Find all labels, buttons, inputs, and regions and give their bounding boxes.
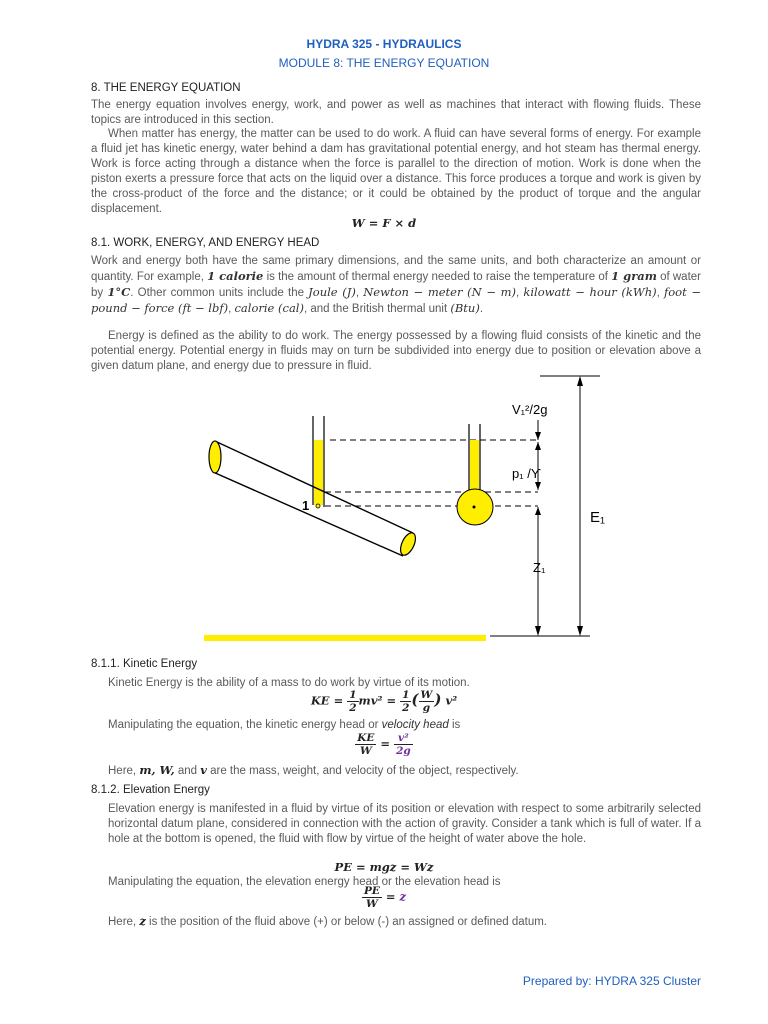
elevation-datum-note: Here, z is the position of the fluid above (+) or below (-) an assigned or defined datum.	[108, 914, 547, 928]
kinetic-energy-heading: 8.1.1. Kinetic Energy	[91, 658, 198, 670]
elevation-energy-heading: 8.1.2. Elevation Energy	[91, 784, 210, 796]
kinetic-energy-definition: Kinetic Energy is the ability of a mass to do work by virtue of its motion.	[108, 677, 470, 689]
course-title: HYDRA 325 - HYDRAULICS	[306, 37, 462, 51]
prepared-by-footer: Prepared by: HYDRA 325 Cluster	[522, 974, 701, 988]
elevation-label: Z₁	[533, 560, 546, 575]
section-8-1-heading: 8.1. WORK, ENERGY, AND ENERGY HEAD	[91, 237, 320, 249]
section-8-body: When matter has energy, the matter can be used to do work. A fluid can have several forms of energy. For example a fluid jet has kinetic energy, water behind a dam has gravitational potential energy, and hot steam has thermal energy. Work is force acting through a distance when the force is parallel to the direction of motion. Work is done when the piston exerts a pressure force that acts on the liquid over a distance. This force produces a torque and work is given by the cross-product of the force and the distance; or it could be obtained by the product of torque and the angular displacement.	[91, 128, 701, 215]
elevation-energy-definition: Elevation energy is manifested in a fluid by virtue of its position or elevation with respect to some arbitrarily selected horizontal datum plane, considered in connection with the action of gravity. Consider a tank which is full of water. If a hole at the bottom is opened, the fluid with flow by virtue of the height of water above the hole.	[108, 803, 701, 845]
datum-plane	[204, 635, 486, 641]
elevation-head-equation: $\frac{PE}{W}$ = z	[363, 885, 407, 910]
kinetic-energy-equation: KE = $\frac{1}{2}$ mv² = $\frac{1}{2}$ ( $\frac{W}{g}$ ) v²	[310, 689, 458, 714]
velocity-head-label: V₁²/2g	[512, 402, 548, 417]
potential-energy-equation: PE = mgz = Wz	[334, 860, 434, 874]
total-energy-label: E₁	[590, 509, 606, 526]
velocity-head-equation: $\frac{KE}{W}$ = $\frac{\text{v²}}{2g}$	[357, 732, 411, 757]
section-8-1-units: Work and energy both have the same primary dimensions, and the same units, and both characterize an amount or quantity. For example, 1 calorie is the amount of thermal energy needed to raise the temperature of 1 gram of water by 1°C. Other common units include the Joule (J), Newton − meter (N − m), kilowatt − hour (kWh), foot − pound − force (ft − lbf), calorie (cal), and the British thermal unit (Btu).	[91, 255, 701, 315]
velocity-head-sentence: Manipulating the equation, the kinetic energy head or velocity head is	[108, 719, 461, 731]
elevation-head-sentence: Manipulating the equation, the elevation energy head or the elevation head is	[108, 876, 501, 888]
work-equation: W = F × d	[351, 216, 417, 230]
kinetic-variables-note: Here, m, W, and v are the mass, weight, and velocity of the object, respectively.	[108, 763, 519, 777]
right-piezometer-fluid	[470, 440, 479, 490]
pipe-inlet	[209, 441, 221, 473]
point-1-label: 1	[302, 498, 310, 513]
section-8-1-energy-definition: Energy is defined as the ability to do work. The energy possessed by a flowing fluid consists of the kinetic and the potential energy. Potential energy in fluids may on turn be subdivided into energy due to position or elevation above a given datum plane, and energy due to pressure in fluid.	[91, 330, 701, 372]
pressure-head-label: p₁ /ϒ	[512, 466, 541, 481]
left-piezometer-fluid	[314, 440, 323, 505]
pipe-outlet	[397, 531, 418, 558]
module-title: MODULE 8: THE ENERGY EQUATION	[278, 56, 490, 70]
section-8-heading: 8. THE ENERGY EQUATION	[91, 82, 241, 94]
section-8-intro: The energy equation involves energy, work, and power as well as machines that interact with flowing fluids. These topics are introduced in this section.	[91, 99, 701, 126]
point-1-marker	[316, 504, 320, 508]
